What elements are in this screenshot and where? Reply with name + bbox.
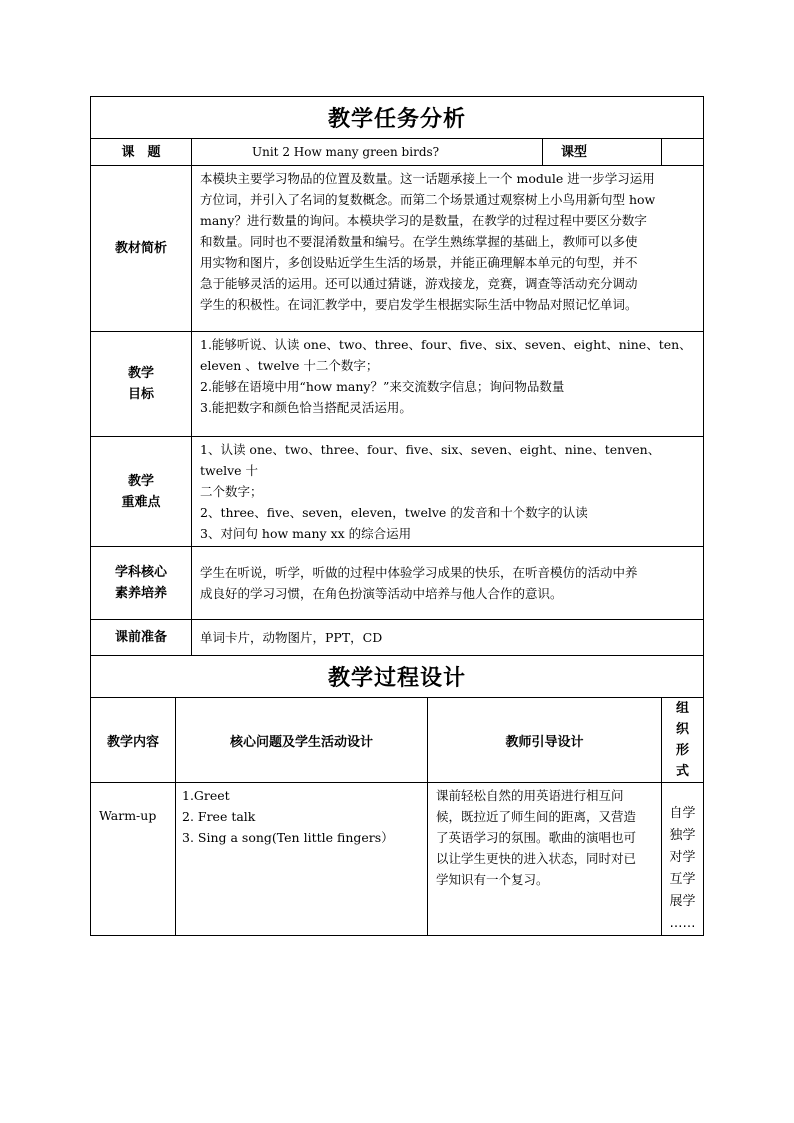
core-label-line1: 学科核心 (114, 565, 167, 580)
key-label-line1: 教学 (127, 473, 154, 489)
core-line: 成良好的学习习惯，在角色扮演等活动中培养与他人合作的意识。 (200, 586, 563, 601)
form-item: 自学 (669, 806, 696, 821)
preparation-label: 课前准备 (91, 620, 192, 656)
section-title-process-design: 教学过程设计 (91, 656, 704, 698)
teacher-line: 了英语学习的氛围。歌曲的演唱也可 (436, 830, 637, 845)
teacher-line: 以让学生更快的进入状态，同时对已 (436, 851, 637, 866)
col-header-content: 教学内容 (91, 698, 176, 783)
key-label-line2: 重难点 (121, 494, 161, 510)
form-item: 互学 (669, 872, 696, 887)
key-points-text (192, 437, 704, 547)
goals-label-line2: 目标 (127, 387, 154, 402)
goal-line: 2.能够在语境中用“how many？”来交流数字信息；询问物品数量 (200, 379, 565, 394)
key-line: 1、认读 one、two、three、four、five、six、seven、eight、nine、tenven、twelve 十 (200, 442, 661, 478)
form-header-char: 组 (676, 701, 690, 716)
process-teacher-cell (428, 783, 662, 936)
form-item: …… (669, 916, 696, 931)
topic-label: 课 题 (91, 139, 192, 166)
core-label-line2: 素养培养 (114, 586, 167, 601)
process-content-cell: Warm-up (91, 783, 176, 936)
activity-line: 3. Sing a song(Ten little fingers） (182, 830, 394, 845)
key-points-label (91, 437, 192, 547)
col-header-teacher: 教师引导设计 (428, 698, 662, 783)
lesson-plan-table (90, 96, 704, 936)
material-line: 本模块主要学习物品的位置及数量。这一话题承接上一个 module 进一步学习运用 (200, 171, 655, 186)
teacher-line: 课前轻松自然的用英语进行相互问 (436, 788, 624, 803)
form-item: 独学 (669, 828, 696, 843)
goals-text (192, 332, 704, 437)
preparation-text: 单词卡片，动物图片，PPT，CD (192, 620, 704, 656)
form-header-char: 织 (676, 722, 690, 737)
col-header-activities: 核心问题及学生活动设计 (176, 698, 428, 783)
material-line: 学生的积极性。在词汇教学中，要启发学生根据实际生活中物品对照记忆单词。 (200, 297, 638, 312)
material-analysis-text (192, 166, 704, 332)
form-header-char: 形 (676, 743, 690, 758)
key-line: 二个数字； (200, 484, 263, 499)
activity-line: 2. Free talk (182, 809, 256, 824)
key-line: 3、对问句 how many xx 的综合运用 (200, 526, 412, 541)
material-line: 急于能够灵活的运用。还可以通过猜谜，游戏接龙，竞赛，调查等活动充分调动 (200, 276, 638, 291)
core-literacy-label (91, 547, 192, 620)
lesson-type-value (662, 139, 704, 166)
material-line: 和数量。同时也不要混淆数量和编号。在学生熟练掌握的基础上，教师可以多使 (200, 234, 638, 249)
form-item: 展学 (669, 894, 696, 909)
teacher-line: 学知识有一个复习。 (436, 872, 549, 887)
teacher-line: 候，既拉近了师生间的距离，又营造 (436, 809, 637, 824)
key-line: 2、three、five、seven，eleven，twelve 的发音和十个数字的认读 (200, 505, 588, 520)
form-item: 对学 (669, 850, 696, 865)
process-activities-cell (176, 783, 428, 936)
activity-line: 1.Greet (182, 788, 230, 803)
goal-line: 1.能够听说、认读 one、two、three、four、five、six、seven、eight、nine、ten、 (200, 337, 692, 352)
goal-line: eleven 、twelve 十二个数字； (200, 358, 379, 373)
goals-label-line1: 教学 (127, 366, 154, 381)
core-literacy-text (192, 547, 704, 620)
core-line: 学生在听说，听学，听做的过程中体验学习成果的快乐，在听音模仿的活动中养 (200, 565, 638, 580)
material-analysis-label: 教材简析 (91, 166, 192, 332)
col-header-form (662, 698, 704, 783)
goal-line: 3.能把数字和颜色恰当搭配灵活运用。 (200, 400, 412, 415)
process-form-cell (662, 783, 704, 936)
lesson-type-label: 课型 (543, 139, 662, 166)
section-title-task-analysis: 教学任务分析 (91, 97, 704, 139)
material-line: 方位词，并引入了名词的复数概念。而第二个场景通过观察树上小鸟用新句型 how (200, 192, 656, 207)
goals-label (91, 332, 192, 437)
topic-value: Unit 2 How many green birds? (192, 139, 543, 166)
material-line: many？进行数量的询问。本模块学习的是数量，在教学的过程过程中要区分数字 (200, 213, 647, 228)
form-header-char: 式 (676, 764, 690, 779)
material-line: 用实物和图片，多创设贴近学生生活的场景，并能正确理解本单元的句型，并不 (200, 255, 638, 270)
